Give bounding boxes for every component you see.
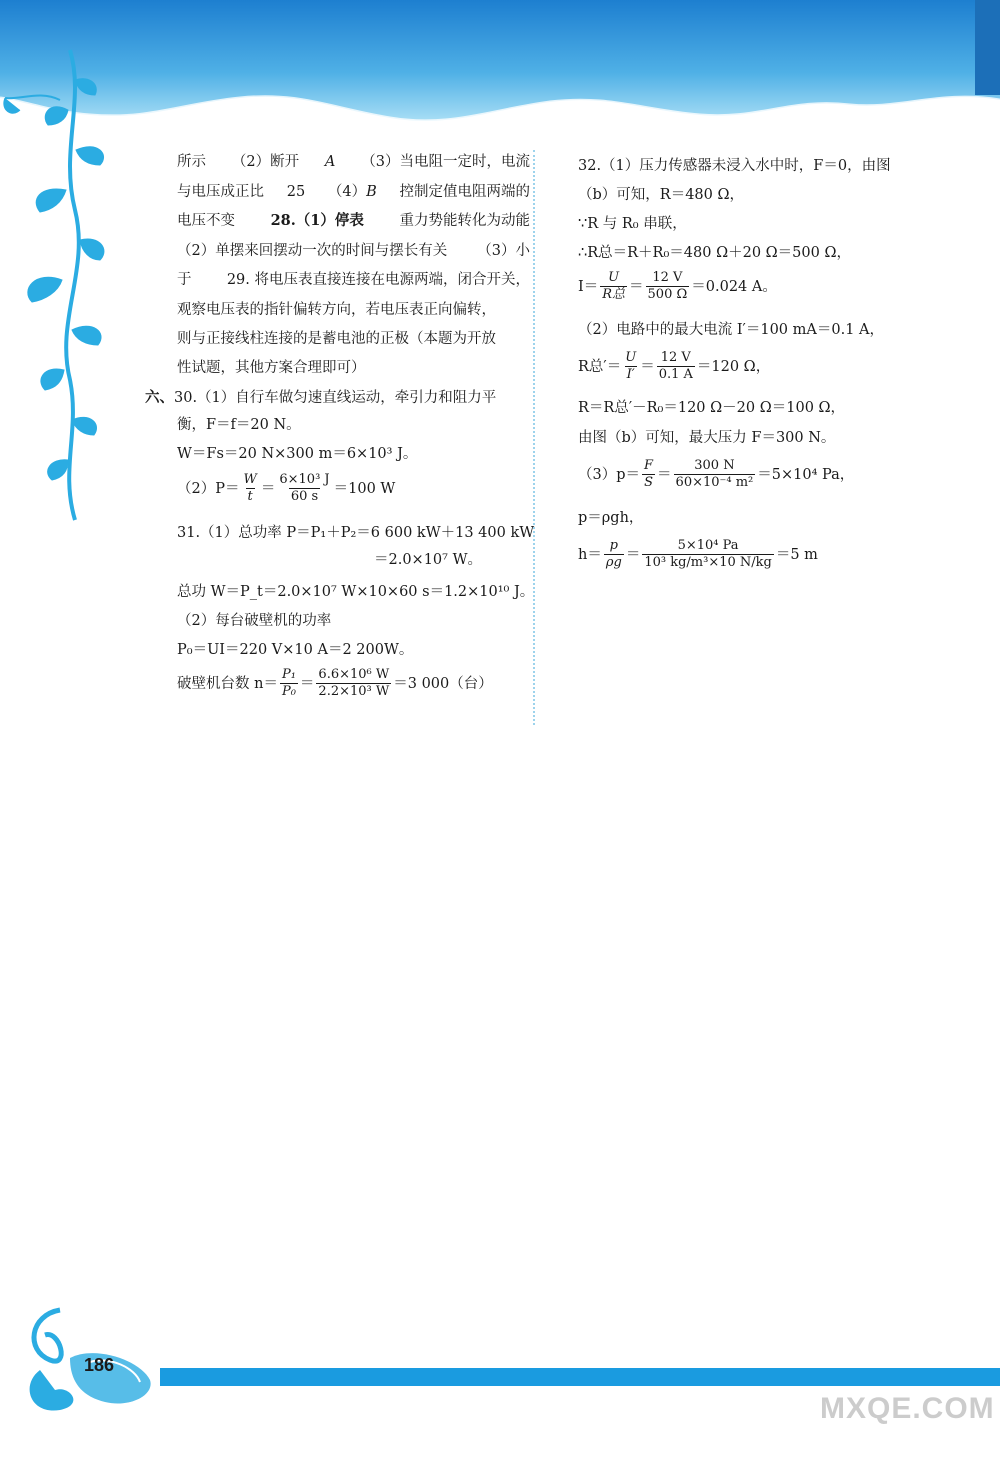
answer-line: （2）每台破壁机的功率 [177,613,332,629]
text: 29. 将电压表直接连接在电源两端，闭合开关， [226,272,530,288]
text: ＝ [299,675,315,692]
text: （3）小 [477,243,530,259]
text: ＝100 W [333,480,396,497]
text: （3）当电阻一定时，电流 [361,154,530,170]
text: ＝120 Ω， [696,358,771,375]
fraction: $\frac{W}{t}$ [243,472,257,504]
fraction: $\frac{\text{5×10⁴ Pa}}{\text{10³ kg/m³×10 N/kg}}$ [644,538,772,570]
fraction: $\frac{p}{\rho g}$ [605,538,622,570]
answer-line: 则与正接线柱连接的是蓄电池的正极（本题为开放 [177,331,496,347]
answer-line: P₀＝UI＝220 V×10 A＝2 200W。 [177,642,414,658]
answer-line: ∵R 与 R₀ 串联， [578,216,687,232]
answer-line [177,182,530,202]
vine-decoration [0,40,140,540]
answer-line: W＝Fs＝20 N×300 m＝6×10³ J。 [177,446,418,462]
text: R总′＝ [578,358,622,375]
answer-line: ＝2.0×10⁷ W。 [374,552,482,568]
answer-line: （2）电路中的最大电流 I′＝100 mA＝0.1 A， [578,322,884,338]
answer-line [177,152,530,172]
answer-line [145,388,496,408]
formula-line [177,667,493,700]
text: ＝0.024 A。 [691,278,777,295]
text: 25 [286,184,306,200]
answer-line: p＝ρgh， [578,510,644,526]
fraction: $\frac{U}{\text{R总}}$ [602,270,626,302]
text: 与电压成正比 [177,184,264,200]
text: 电压不变 [177,213,235,229]
answer-line: 31.（1）总功率 P＝P₁＋P₂＝6 600 kW＋13 400 kW [177,525,535,541]
fraction: $\frac{300 N}{\text{60×10⁻⁴ m²}}$ [675,458,754,490]
text: （4） [327,184,367,200]
text: （3）p＝ [578,466,641,483]
text: （2）单摆来回摆动一次的时间与摆长有关 [177,243,448,259]
text: 控制定值电阻两端的 [399,184,530,200]
fraction: $\frac{\text{P₁}}{\text{P₀}}$ [281,667,296,699]
column-divider [533,150,535,725]
text: ＝ [629,278,644,295]
text: ＝5 m [775,546,818,563]
answer-line [177,211,530,231]
text: （2）断开 [231,154,300,170]
text: ＝ [657,466,672,483]
answer-line: 观察电压表的指针偏转方向，若电压表正向偏转， [177,302,496,318]
fraction: $\frac{12 V}{0.1 A}$ [658,350,693,382]
formula-line [578,270,777,303]
text: ＝ [260,480,276,497]
text: 重力势能转化为动能 [399,213,530,229]
page-number: 186 [84,1355,115,1375]
text: （2）P＝ [177,480,240,497]
answer-line: 32.（1）压力传感器未浸入水中时，F＝0，由图 [578,158,891,174]
fraction: $\frac{\text{6×10³ J}}{60 s}$ [279,472,330,504]
text: A [324,154,336,170]
formula-line [578,458,854,491]
text: h＝ [578,546,602,563]
text: 28.（1）停表 [270,212,364,229]
section-number: 六、 [145,389,174,406]
text: I＝ [578,278,599,295]
text: 所示 [177,154,206,170]
text: 于 [177,272,192,288]
formula-line [177,472,395,505]
answer-line: 衡，F＝f＝20 N。 [177,417,301,433]
text: ＝3 000（台） [393,675,493,692]
answer-line: R＝R总′－R₀＝120 Ω－20 Ω＝100 Ω， [578,400,846,416]
fraction: $\frac{12 V}{500 \Omega}$ [647,270,688,302]
answer-line [177,241,530,261]
answer-line: 由图（b）可知，最大压力 F＝300 N。 [578,430,836,446]
formula-line [578,350,770,383]
fraction: $\frac{F}{S}$ [644,458,654,490]
text: ＝5×10⁴ Pa， [757,466,855,483]
watermark: MXQE.COM [820,1392,995,1425]
text: 破壁机台数 n＝ [177,675,278,692]
header-wave [0,0,1000,150]
text: 30.（1）自行车做匀速直线运动，牵引力和阻力平 [174,390,497,406]
text: ＝ [640,358,655,375]
text: B [366,184,377,200]
answer-line: 总功 W＝P_t＝2.0×10⁷ W×10×60 s＝1.2×10¹⁰ J。 [177,584,535,600]
fraction: $\frac{U}{I'}$ [625,350,637,382]
answer-line: 性试题，其他方案合理即可） [177,360,366,376]
answer-line: （b）可知，R＝480 Ω， [578,187,745,203]
fraction: $\frac{\text{6.6×10⁶ W}}{\text{2.2×10³ W}}$ [318,667,390,699]
text: ＝ [625,546,641,563]
answer-line: ∴R总＝R＋R₀＝480 Ω＋20 Ω＝500 Ω， [578,245,851,261]
formula-line [578,538,818,571]
answer-line [177,270,530,290]
